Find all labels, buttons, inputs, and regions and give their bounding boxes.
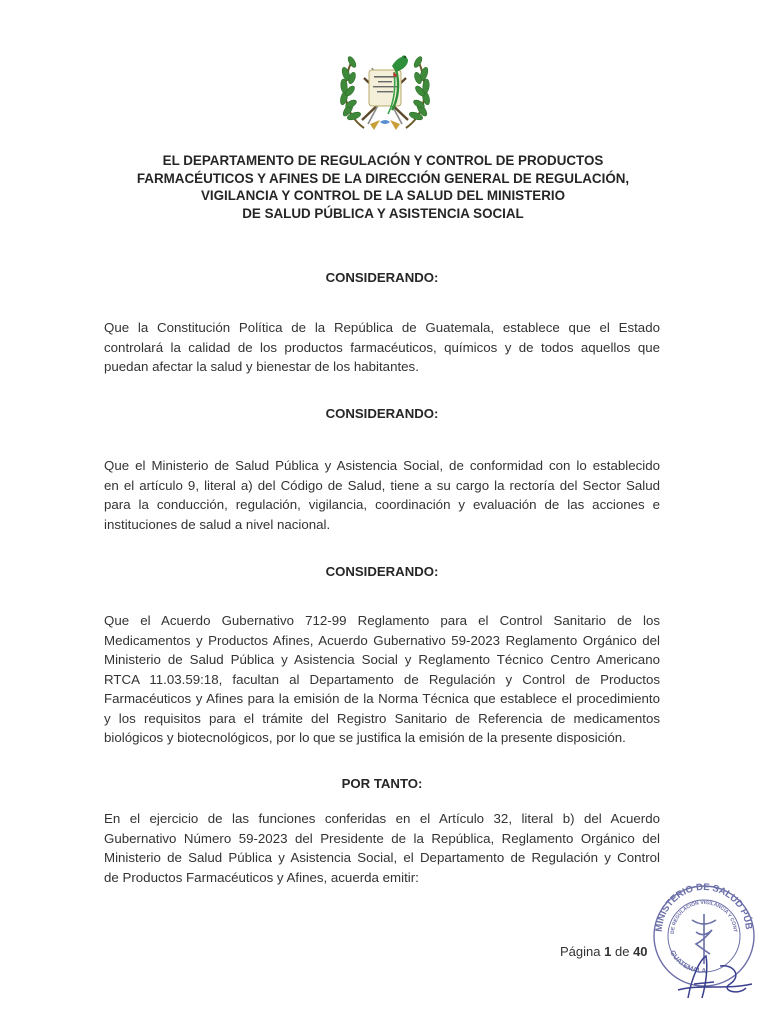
paragraph-line: en el artículo 9, literal a) del Código de Salud, tiene a su cargo la rectoría del Sector Salud (104, 477, 660, 493)
paragraph-line: Que el Ministerio de Salud Pública y Asistencia Social, de conformidad con lo establecido (104, 458, 660, 473)
paragraph-line: controlará la calidad de los productos farmacéuticos, químicos y de todos aquellos que (104, 339, 660, 355)
current-page: 1 (604, 944, 612, 959)
section-heading: CONSIDERANDO: (325, 406, 439, 421)
paragraph (104, 318, 660, 377)
paragraph-line: RTCA 11.03.59:18, facultan al Departamento de Regulación y Control de Productos (104, 671, 660, 687)
paragraph (104, 809, 660, 887)
total-pages: 40 (633, 944, 648, 959)
section-heading: POR TANTO: (341, 776, 423, 791)
stamp-inner-text: DE REGULACIÓN VIGILANCIA Y CONT (669, 899, 738, 935)
title-line: VIGILANCIA Y CONTROL DE LA SALUD DEL MINISTERIO (200, 188, 566, 203)
paragraph-line: para la conducción, regulación, vigilancia, coordinación y evaluación de las acciones e (104, 497, 660, 512)
paragraph (104, 611, 660, 748)
paragraph-line: Que la Constitución Política de la República de Guatemala, establece que el Estado (104, 320, 660, 335)
paragraph-line: instituciones de salud a nivel nacional. (104, 516, 331, 532)
paragraph-line: de Productos Farmacéuticos y Afines, acuerda emitir: (104, 869, 419, 885)
paragraph-line: Ministerio de Salud Pública y Asistencia Social, el Departamento de Regulación y Control (104, 850, 660, 865)
paragraph-line: Medicamentos y Productos Afines, Acuerdo Gubernativo 59-2023 Reglamento Orgánico del (104, 632, 660, 648)
section-heading: CONSIDERANDO: (325, 564, 439, 579)
paragraph-line: biológicos y biotecnológicos, por lo que se justifica la emisión de la presente disposición. (104, 730, 626, 745)
stamp-outer-text: MINISTERIO DE SALUD PÚB (653, 881, 755, 933)
section-heading: CONSIDERANDO: (325, 270, 439, 285)
coat-of-arms-icon (334, 44, 436, 136)
paragraph (104, 456, 660, 534)
paragraph-line: En el ejercicio de las funciones conferidas en el Artículo 32, literal b) del Acuerdo (104, 811, 660, 826)
title-line: DE SALUD PÚBLICA Y ASISTENCIA SOCIAL (242, 205, 524, 221)
paragraph-line: Farmacéuticos y Afines para la emisión de la Norma Técnica que establece el procedimiento (104, 691, 660, 706)
paragraph-line: Que el Acuerdo Gubernativo 712-99 Reglamento para el Control Sanitario de los (104, 613, 660, 628)
page-prefix: Página (560, 944, 601, 959)
paragraph-line: puedan afectar la salud y bienestar de los habitantes. (104, 359, 419, 374)
page-of: de (614, 944, 630, 959)
document-title (100, 152, 666, 222)
title-line: FARMACÉUTICOS Y AFINES DE LA DIRECCIÓN GENERAL DE REGULACIÓN, (136, 170, 630, 186)
paragraph-line: Gubernativo Número 59-2023 del Presidente de la República, Reglamento Orgánico del (104, 830, 660, 846)
official-seal-icon (648, 880, 760, 1004)
title-line: EL DEPARTAMENTO DE REGULACIÓN Y CONTROL DE PRODUCTOS (162, 153, 604, 168)
paragraph-line: y los requisitos para el trámite del Registro Sanitario de Referencia de medicamentos (104, 710, 660, 726)
stamp-bottom-text: GUATEMALA (668, 949, 707, 976)
page-number (560, 944, 648, 959)
paragraph-line: Ministerio de Salud Pública y Asistencia Social y Reglamento Técnico Centro Americano (104, 652, 660, 667)
